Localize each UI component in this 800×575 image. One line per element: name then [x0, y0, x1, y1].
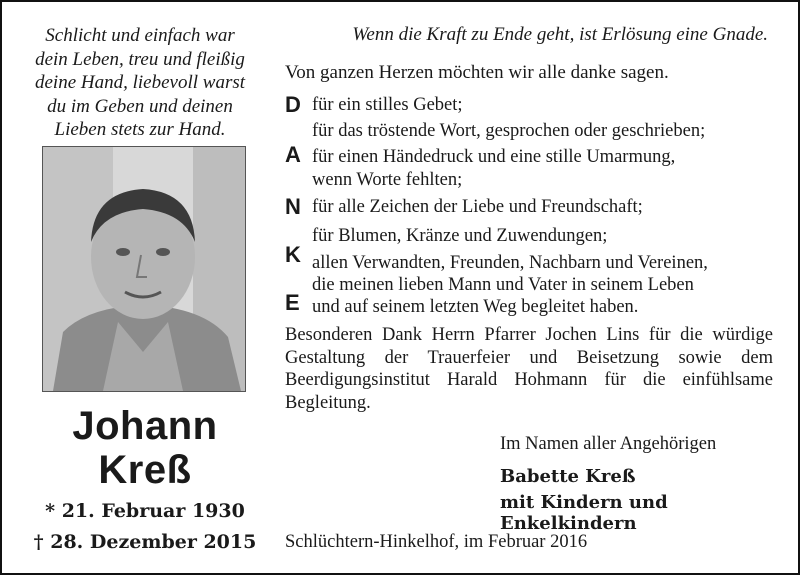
signature-name: Babette Kreß	[500, 466, 636, 487]
first-name: Johann	[72, 404, 218, 448]
last-name: Kreß	[98, 448, 192, 492]
danke-line: für Blumen, Kränze und Zuwendungen;	[312, 226, 608, 246]
acrostic-letter: A	[285, 142, 301, 167]
birth-date: * 21. Februar 1930	[45, 500, 245, 522]
danke-line: die meinen lieben Mann und Vater in seinem Leben	[312, 275, 694, 295]
intro-text: Von ganzen Herzen möchten wir alle danke sagen.	[285, 62, 669, 83]
signature-family: mit Kindern und Enkelkindern	[500, 492, 668, 534]
danke-line: und auf seinem letzten Weg begleitet haben.	[312, 297, 639, 317]
acrostic-letter: E	[285, 290, 300, 315]
danke-line: für alle Zeichen der Liebe und Freundschaft;	[312, 197, 643, 217]
acrostic-letter: K	[285, 242, 301, 267]
danke-line: allen Verwandten, Freunden, Nachbarn und Vereinen,	[312, 253, 708, 273]
place-date: Schlüchtern-Hinkelhof, im Februar 2016	[285, 532, 588, 552]
deceased-name	[20, 404, 270, 492]
poem-line: dein Leben, treu und fleißig	[35, 48, 245, 70]
danke-line: für ein stilles Gebet;	[312, 95, 463, 115]
portrait-photo	[42, 146, 246, 392]
poem-line: Lieben stets zur Hand.	[54, 119, 226, 140]
memorial-poem	[20, 24, 260, 142]
special-thanks: Besonderen Dank Herrn Pfarrer Jochen Lins für die würdige Gestaltung der Trauerfeier und Beisetzung sowie dem Beerdigungsinstitut Harald Hohmann für die einfühlsame Begleitung.	[285, 325, 773, 413]
poem-line: deine Hand, liebevoll warst	[34, 72, 246, 93]
portrait-image	[43, 147, 245, 391]
on-behalf-text: Im Namen aller Angehörigen	[500, 434, 717, 454]
acrostic-letter: D	[285, 92, 301, 117]
acrostic-letter: N	[285, 194, 301, 219]
death-date: † 28. Dezember 2015	[33, 531, 257, 553]
danke-line: für das tröstende Wort, gesprochen oder geschrieben;	[312, 121, 706, 141]
motto: Wenn die Kraft zu Ende geht, ist Erlösung eine Gnade.	[352, 24, 768, 45]
poem-line: Schlicht und einfach war	[45, 25, 235, 46]
poem-line: du im Geben und deinen	[47, 95, 233, 117]
danke-line: wenn Worte fehlten;	[312, 170, 463, 190]
danke-line: für einen Händedruck und eine stille Umarmung,	[312, 147, 676, 167]
